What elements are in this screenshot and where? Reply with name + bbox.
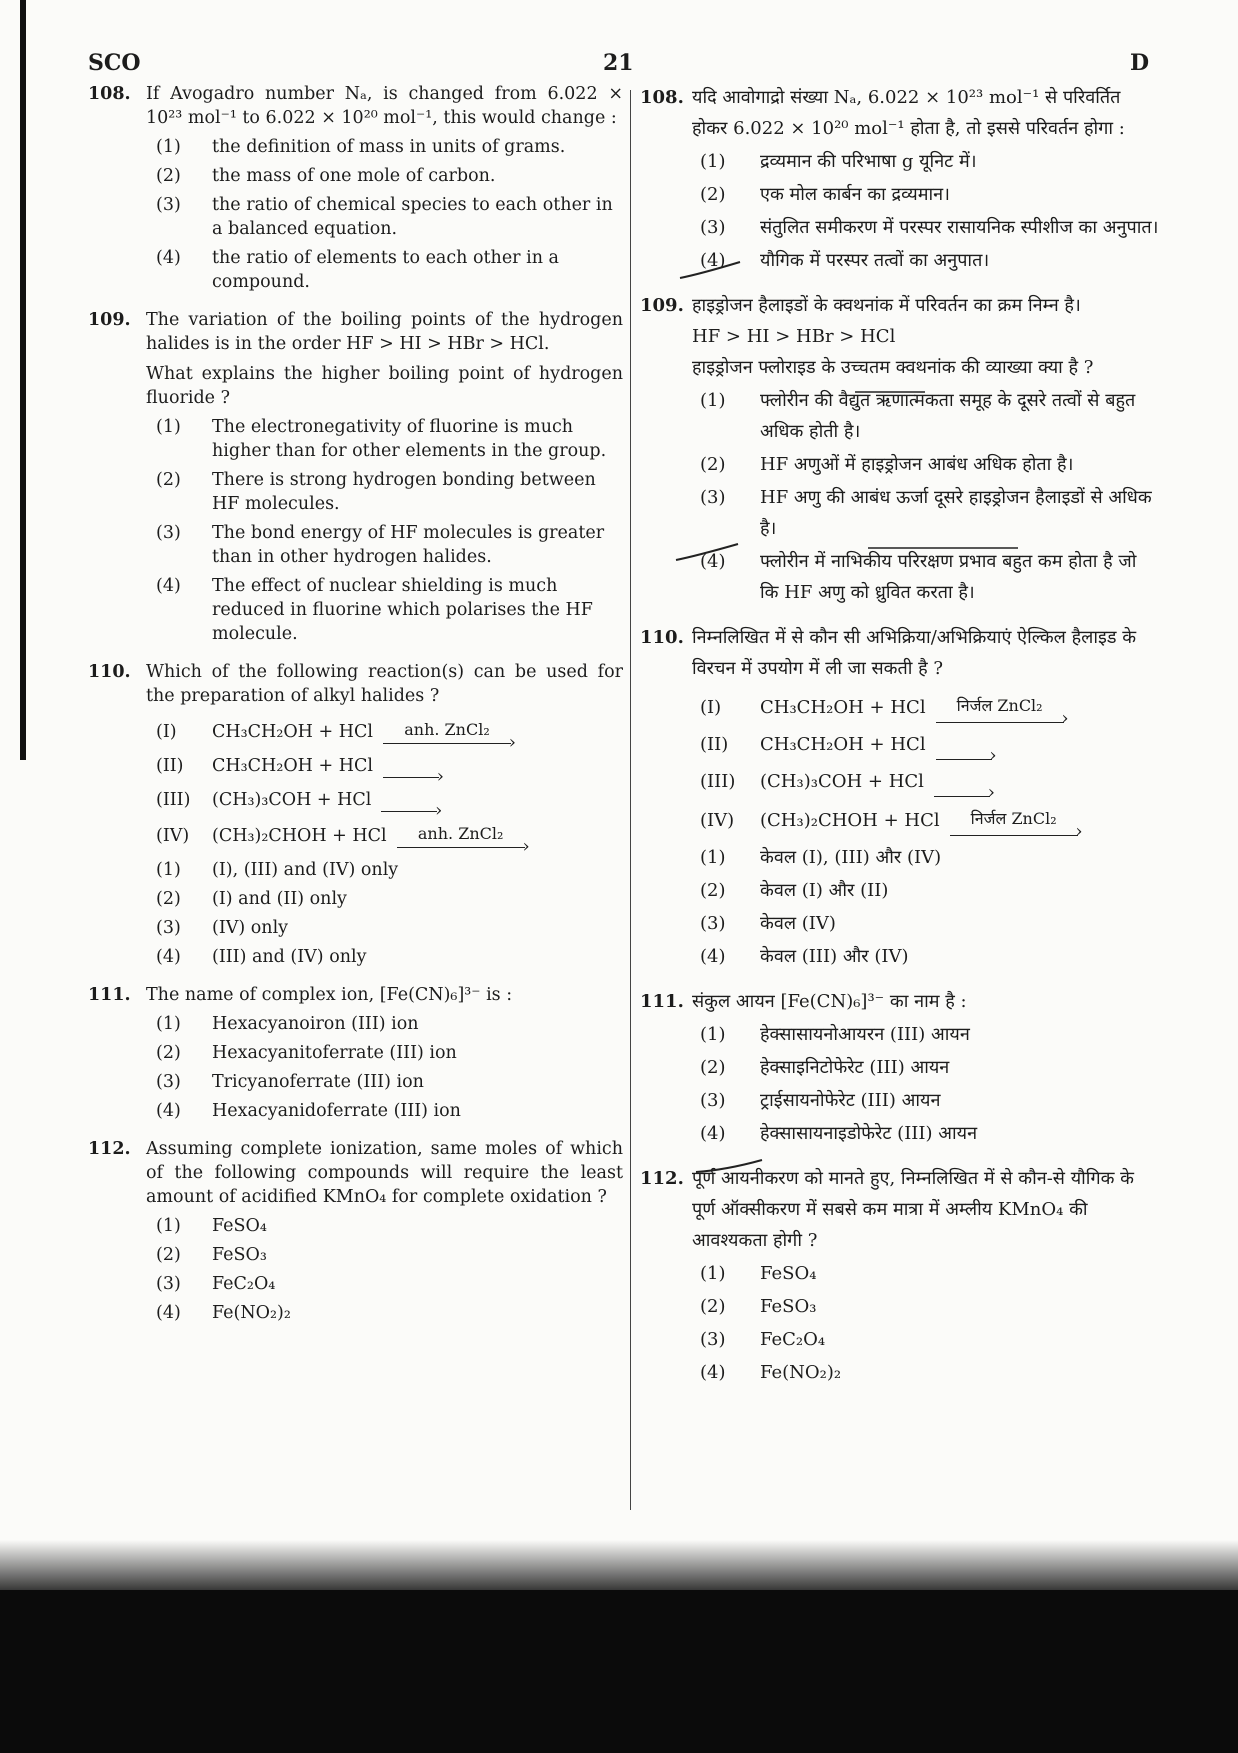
reaction-arrow: निर्जल ZnCl₂ › <box>950 803 1078 836</box>
option-4: (4) Hexacyanidoferrate (III) ion <box>156 1101 461 1121</box>
question-text: Which of the following reaction(s) can be used for the preparation of alkyl halides ? <box>146 662 623 706</box>
option-1: (1) हेक्सासायनोआयरन (III) आयन <box>700 1024 970 1045</box>
option-2: (2) FeSO₃ <box>156 1245 267 1265</box>
question-number: 112. <box>88 1139 131 1159</box>
question-number: 109. <box>88 310 131 330</box>
option-1: (1) FeSO₄ <box>700 1263 817 1284</box>
option-2: (2) the mass of one mole of carbon. <box>156 166 496 186</box>
option-2: (2) (I) and (II) only <box>156 889 347 909</box>
question-text: Assuming complete ionization, same moles of which of the following compounds will require the least amount of acidified KMnO₄ for complete oxidation ? <box>146 1139 623 1207</box>
question-text-2: HF > HI > HBr > HCl <box>692 326 896 347</box>
option-4: (4) फ्लोरीन में नाभिकीय परिरक्षण प्रभाव बहुत कम होता है जो कि HF अणु को ध्रुवित करता है। <box>700 551 1137 603</box>
question-number: 111. <box>88 985 131 1005</box>
option-1: (1) The electronegativity of fluorine is much higher than for other elements in the group. <box>156 417 607 461</box>
question-text: If Avogadro number Nₐ, is changed from 6.022 × 10²³ mol⁻¹ to 6.022 × 10²⁰ mol⁻¹, this would change : <box>146 84 623 128</box>
reaction-iii: (III) (CH₃)₃COH + HCl › <box>156 788 623 812</box>
option-1: (1) Hexacyanoiron (III) ion <box>156 1014 419 1034</box>
option-4: (4) Fe(NO₂)₂ <box>156 1303 291 1323</box>
option-2: (2) There is strong hydrogen bonding between HF molecules. <box>156 470 596 514</box>
booklet-code: D <box>1130 50 1150 76</box>
reaction-arrow: निर्जल ZnCl₂ › <box>936 690 1064 723</box>
question-text-2: What explains the higher boiling point of hydrogen fluoride ? <box>146 364 623 408</box>
option-4: (4) केवल (III) और (IV) <box>700 946 909 967</box>
pen-tick-111 <box>696 1160 762 1172</box>
option-2: (2) FeSO₃ <box>700 1296 817 1317</box>
option-4: (4) the ratio of elements to each other in a compound. <box>156 248 559 292</box>
option-3: (3) HF अणु की आबंध ऊर्जा दूसरे हाइड्रोजन हैलाइडों से अधिक है। <box>700 487 1152 539</box>
question-text-3: हाइड्रोजन फ्लोराइड के उच्चतम क्वथनांक की व्याख्या क्या है ? <box>692 357 1094 378</box>
reaction-i: (I) CH₃CH₂OH + HCl anh. ZnCl₂ › <box>156 718 623 744</box>
option-4: (4) हेक्सासायनाइडोफेरेट (III) आयन <box>700 1123 978 1144</box>
option-2: (2) केवल (I) और (II) <box>700 880 889 901</box>
question-text: The name of complex ion, [Fe(CN)₆]³⁻ is : <box>146 985 513 1005</box>
question-number: 110. <box>88 662 131 682</box>
question-number: 108. <box>88 84 131 104</box>
question-text: संकुल आयन [Fe(CN)₆]³⁻ का नाम है : <box>692 991 967 1012</box>
reaction-i: (I) CH₃CH₂OH + HCl निर्जल ZnCl₂ › <box>700 690 1160 723</box>
option-3: (3) (IV) only <box>156 918 289 938</box>
option-1: (1) द्रव्यमान की परिभाषा g यूनिट में। <box>700 151 977 172</box>
option-3: (3) The bond energy of HF molecules is greater than in other hydrogen halides. <box>156 523 605 567</box>
reaction-iv: (IV) (CH₃)₂CHOH + HCl anh. ZnCl₂ › <box>156 822 623 848</box>
question-number: 108. <box>640 87 684 108</box>
option-3: (3) केवल (IV) <box>700 913 836 934</box>
reaction-iv: (IV) (CH₃)₂CHOH + HCl निर्जल ZnCl₂ › <box>700 803 1160 836</box>
option-3: (3) Tricyanoferrate (III) ion <box>156 1072 424 1092</box>
reaction-ii: (II) CH₃CH₂OH + HCl › <box>700 729 1160 760</box>
option-3: (3) ट्राईसायनोफेरेट (III) आयन <box>700 1090 941 1111</box>
option-4: (4) यौगिक में परस्पर तत्वों का अनुपात। <box>700 250 990 271</box>
option-3: (3) संतुलित समीकरण में परस्पर रासायनिक स्पीशीज का अनुपात। <box>700 217 1159 238</box>
option-4: (4) (III) and (IV) only <box>156 947 367 967</box>
question-text: यदि आवोगाद्रो संख्या Nₐ, 6.022 × 10²³ mol⁻¹ से परिवर्तित होकर 6.022 × 10²⁰ mol⁻¹ होता है, तो इससे परिवर्तन होगा : <box>692 87 1125 139</box>
option-3: (3) FeC₂O₄ <box>156 1274 276 1294</box>
option-1: (1) केवल (I), (III) और (IV) <box>700 847 942 868</box>
option-2: (2) Hexacyanitoferrate (III) ion <box>156 1043 457 1063</box>
option-1: (1) फ्लोरीन की वैद्युत ऋणात्मकता समूह के दूसरे तत्वों से बहुत अधिक होती है। <box>700 390 1136 442</box>
option-4: (4) Fe(NO₂)₂ <box>700 1362 842 1383</box>
question-number: 109. <box>640 295 684 316</box>
option-4: (4) The effect of nuclear shielding is much reduced in fluorine which polarises the HF molecule. <box>156 576 593 644</box>
reaction-ii: (II) CH₃CH₂OH + HCl › <box>156 754 623 778</box>
question-number: 112. <box>640 1168 684 1189</box>
option-1: (1) FeSO₄ <box>156 1216 267 1236</box>
option-1: (1) the definition of mass in units of grams. <box>156 137 566 157</box>
scan-dark-band <box>0 1590 1238 1753</box>
question-text: पूर्ण आयनीकरण को मानते हुए, निम्नलिखित में से कौन-से यौगिक के पूर्ण ऑक्सीकरण में सबसे कम मात्रा में अम्लीय KMnO₄ की आवश्यकता होगी ? <box>692 1168 1134 1251</box>
option-3: (3) the ratio of chemical species to each other in a balanced equation. <box>156 195 613 239</box>
question-text: निम्नलिखित में से कौन सी अभिक्रिया/अभिक्रियाएं ऐल्किल हैलाइड के विरचन में उपयोग में ली जा सकती है ? <box>692 627 1137 679</box>
paper-code: SCO <box>88 50 141 76</box>
pen-tick-108 <box>680 262 740 278</box>
question-text: The variation of the boiling points of the hydrogen halides is in the order HF > HI > HBr > HCl. <box>146 310 623 354</box>
option-2: (2) HF अणुओं में हाइड्रोजन आबंध अधिक होता है। <box>700 454 1074 475</box>
pen-tick-109 <box>676 544 738 560</box>
reaction-arrow: anh. ZnCl₂ › <box>397 822 525 848</box>
option-3: (3) FeC₂O₄ <box>700 1329 826 1350</box>
option-2: (2) हेक्साइनिटोफेरेट (III) आयन <box>700 1057 950 1078</box>
option-2: (2) एक मोल कार्बन का द्रव्यमान। <box>700 184 950 205</box>
option-1: (1) (I), (III) and (IV) only <box>156 860 399 880</box>
reaction-arrow: anh. ZnCl₂ › <box>383 718 511 744</box>
question-number: 110. <box>640 627 684 648</box>
page-number: 21 <box>603 50 634 76</box>
question-number: 111. <box>640 991 684 1012</box>
reaction-iii: (III) (CH₃)₃COH + HCl › <box>700 766 1160 797</box>
question-text: हाइड्रोजन हैलाइडों के क्वथनांक में परिवर्तन का क्रम निम्न है। <box>692 295 1081 316</box>
